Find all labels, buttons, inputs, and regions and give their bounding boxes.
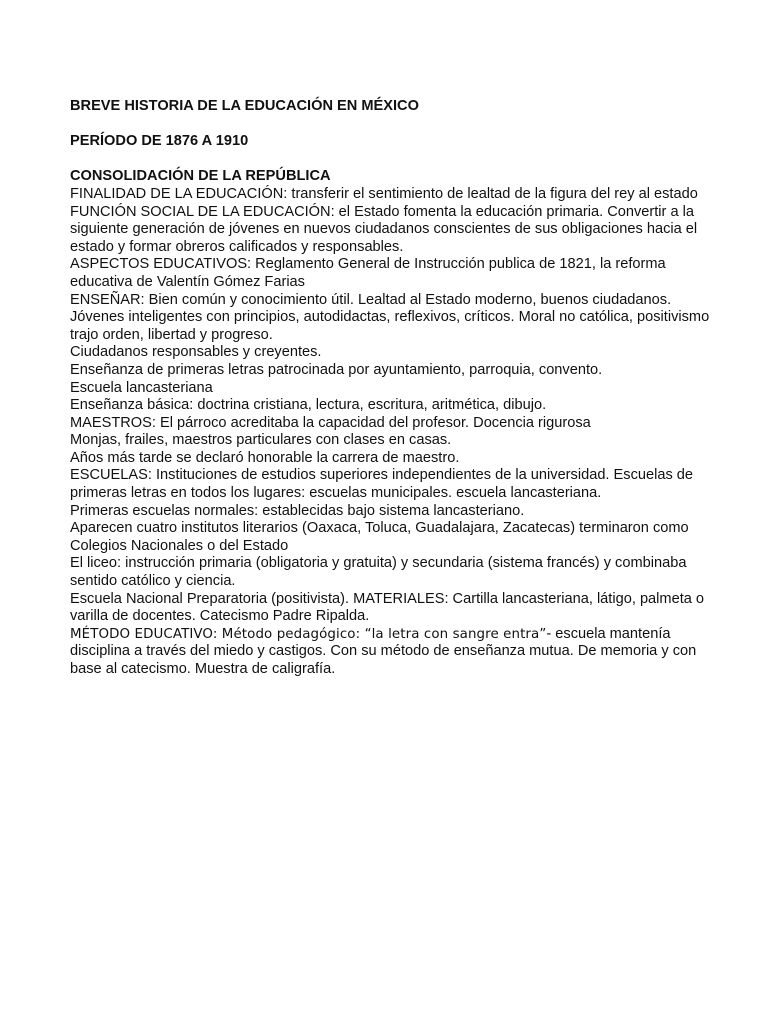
metodo-rest: - escuela mantenía disciplina a través del miedo y castigos. Con su método de enseñanza mutua. De memoria y con base al catecismo. Muestra de caligrafía.	[70, 625, 697, 677]
paragraph-escuelas: ESCUELAS: Instituciones de estudios superiores independientes de la universidad. Escuelas de primeras letras en todos los lugares: escuelas municipales. escuela lancasteriana.	[70, 467, 694, 502]
paragraph-ensenar: ENSEÑAR: Bien común y conocimiento útil. Lealtad al Estado moderno, buenos ciudadanos. Jóvenes inteligentes con principios, autodidactas, reflexivos, críticos. Moral no católica, positivismo trajo orden, libertad y progreso.	[70, 291, 710, 343]
period-heading: PERÍODO DE 1876 A 1910	[70, 133, 249, 150]
paragraph-finalidad: FINALIDAD DE LA EDUCACIÓN: transferir el sentimiento de lealtad de la figura del rey al estado	[70, 185, 698, 202]
section-heading: CONSOLIDACIÓN DE LA REPÚBLICA	[70, 168, 331, 185]
paragraph-aspectos: ASPECTOS EDUCATIVOS: Reglamento General de Instrucción publica de 1821, la reforma educativa de Valentín Gómez Farias	[70, 256, 666, 290]
paragraph-escuela-lancasteriana: Escuela lancasteriana	[70, 379, 213, 396]
paragraph-metodo	[70, 626, 710, 679]
paragraph-ensenanza-basica: Enseñanza básica: doctrina cristiana, lectura, escritura, aritmética, dibujo.	[70, 397, 547, 414]
paragraph-liceo: El liceo: instrucción primaria (obligatoria y gratuita) y secundaria (sistema francés) y combinaba sentido católico y ciencia.	[70, 555, 687, 590]
paragraph-funcion-social: FUNCIÓN SOCIAL DE LA EDUCACIÓN: el Estado fomenta la educación primaria. Convertir a la siguiente generación de jóvenes en nuevos ciudadanos conscientes de sus obligaciones hacia el estado y formar obreros calificados y responsables.	[70, 203, 698, 255]
metodo-prefix: MÉTODO EDUCATIVO: Método pedagógico: “la letra con sangre entra”	[70, 626, 547, 642]
document-page	[70, 98, 710, 679]
document-title: BREVE HISTORIA DE LA EDUCACIÓN EN MÉXICO	[70, 98, 419, 114]
paragraph-primeras-letras: Enseñanza de primeras letras patrocinada por ayuntamiento, parroquia, convento.	[70, 361, 603, 378]
paragraph-institutos: Aparecen cuatro institutos literarios (Oaxaca, Toluca, Guadalajara, Zacatecas) terminaron como Colegios Nacionales o del Estado	[70, 520, 689, 554]
paragraph-ciudadanos: Ciudadanos responsables y creyentes.	[70, 344, 322, 361]
paragraph-maestros: MAESTROS: El párroco acreditaba la capacidad del profesor. Docencia rigurosa	[70, 414, 591, 431]
paragraph-monjas: Monjas, frailes, maestros particulares con clases en casas.	[70, 432, 452, 449]
paragraph-normales: Primeras escuelas normales: establecidas bajo sistema lancasteriano.	[70, 502, 525, 519]
paragraph-preparatoria: Escuela Nacional Preparatoria (positivista). MATERIALES: Cartilla lancasteriana, látigo, palmeta o varilla de docentes. Catecismo Padre Ripalda.	[70, 590, 705, 625]
paragraph-anos: Años más tarde se declaró honorable la carrera de maestro.	[70, 449, 460, 466]
